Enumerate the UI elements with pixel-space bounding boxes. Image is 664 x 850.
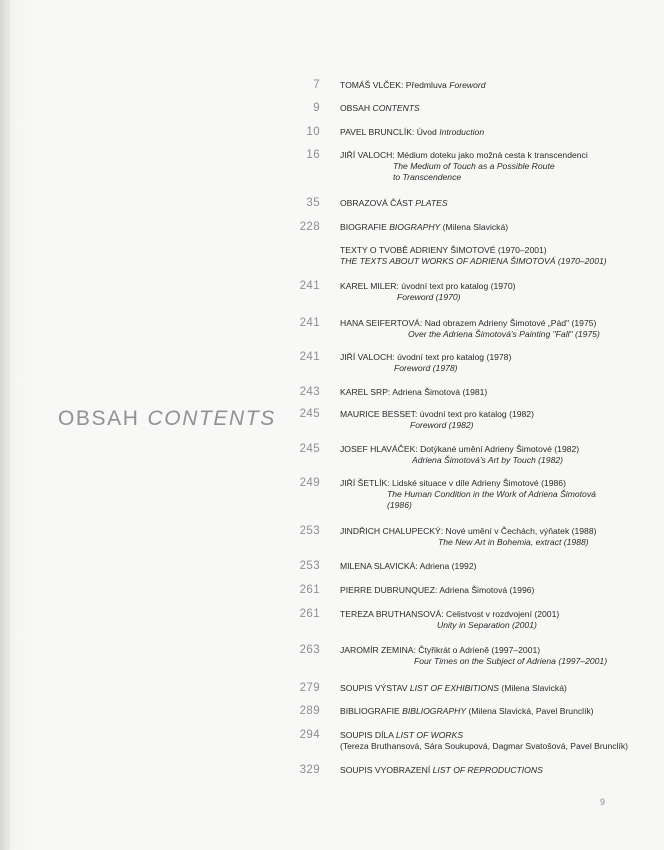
toc-page-number: 329	[299, 764, 320, 776]
toc-page-number: 16	[306, 149, 320, 161]
toc-page-number: 261	[299, 608, 320, 620]
toc-entry-text: JIŘÍ VALOCH: Médium doteku jako možná cesta k transcendenci	[340, 150, 588, 160]
toc-entry-line	[340, 741, 628, 752]
toc-entry-translation: Unity in Separation (2001)	[437, 620, 537, 630]
toc-entry-text: JIŘÍ ŠETLÍK: Lidské situace v díle Adrieny Šimotové (1986)	[340, 478, 566, 488]
toc-entry-line	[340, 730, 463, 741]
toc-page-number: 9	[313, 102, 320, 114]
toc-entry-english-title: BIOGRAPHY	[389, 222, 441, 232]
toc-entry-line	[340, 585, 534, 596]
toc-page-number: 228	[299, 221, 320, 233]
toc-entry-text: JAROMÍR ZEMINA: Čtyřikrát o Adrieně (1997–2001)	[340, 645, 541, 655]
toc-page-number: 253	[299, 525, 320, 537]
toc-entry-text: JIŘÍ VALOCH: úvodní text pro katalog (1978)	[340, 352, 512, 362]
toc-entry-english-title: Introduction	[439, 127, 485, 137]
toc-entry-line	[340, 256, 607, 267]
toc-entry-line	[340, 561, 476, 572]
toc-entry-text: SOUPIS VÝSTAV	[340, 683, 410, 693]
toc-entry-author-note: (Milena Slavická)	[440, 222, 509, 232]
toc-entry-line	[340, 683, 567, 694]
toc-entry-text: TOMÁŠ VLČEK: Předmluva	[340, 80, 450, 90]
toc-entry-line	[340, 222, 508, 233]
toc-entry-translation: Foreword (1970)	[397, 292, 461, 302]
toc-entry-text: SOUPIS DÍLA	[340, 730, 396, 740]
toc-entry-text: (Tereza Bruthansová, Sára Soukupová, Dagmar Svatošová, Pavel Brunclík)	[340, 741, 629, 751]
toc-entry-text: OBSAH	[340, 103, 373, 113]
toc-entry-english-title: Foreword	[449, 80, 486, 90]
toc-page-number: 249	[299, 477, 320, 489]
toc-page-number: 279	[299, 682, 320, 694]
toc-page-number: 245	[299, 408, 320, 420]
book-spine-shadow	[0, 0, 10, 850]
toc-entry-line	[340, 609, 559, 620]
toc-entry-text: BIOGRAFIE	[340, 222, 390, 232]
toc-entry-line	[340, 478, 566, 489]
toc-entry-line	[340, 318, 596, 329]
toc-entry-english-title: CONTENTS	[372, 103, 420, 113]
toc-entry-english-title: THE TEXTS ABOUT WORKS OF ADRIENA ŠIMOTOVÁ (1970–2001)	[340, 256, 607, 266]
toc-entry-line	[340, 765, 543, 776]
toc-entry-line	[340, 80, 486, 91]
toc-entry-text: KAREL SRP: Adriena Šimotová (1981)	[340, 387, 488, 397]
toc-page-number: 35	[306, 197, 320, 209]
toc-page-number: 10	[306, 126, 320, 138]
toc-entry-line	[340, 281, 515, 292]
toc-entry-line	[340, 127, 484, 138]
toc-entry-text: TEXTY O TVOBĚ ADRIENY ŠIMOTOVÉ (1970–2001)	[340, 245, 547, 255]
toc-entry-line	[340, 645, 540, 656]
toc-entry-english-title: BIBLIOGRAPHY	[402, 706, 467, 716]
toc-page-number: 261	[299, 584, 320, 596]
toc-entry-translation: (1986)	[387, 500, 412, 510]
toc-page-number: 7	[313, 79, 320, 91]
toc-page-number: 241	[299, 280, 320, 292]
toc-entry-text: OBRAZOVÁ ČÁST	[340, 198, 416, 208]
toc-entry-translation: The Human Condition in the Work of Adriena Šimotová	[387, 489, 596, 499]
toc-entry-english-title: LIST OF WORKS	[395, 730, 464, 740]
toc-page-number: 243	[299, 386, 320, 398]
toc-entry-author-note: (Milena Slavická)	[499, 683, 567, 693]
toc-entry-author-note: (Milena Slavická, Pavel Brunclík)	[466, 706, 594, 716]
toc-entry-translation: The Medium of Touch as a Possible Route	[393, 161, 555, 171]
toc-entry-translation: to Transcendence	[393, 172, 462, 182]
toc-entry-translation: Adriena Šimotová's Art by Touch (1982)	[412, 455, 563, 465]
toc-entry-line	[340, 706, 594, 717]
section-title-italic: CONTENTS	[147, 407, 276, 430]
toc-page-number: 241	[299, 317, 320, 329]
toc-entry-english-title: LIST OF EXHIBITIONS	[409, 683, 500, 693]
toc-entry-text: MILENA SLAVICKÁ: Adriena (1992)	[340, 561, 477, 571]
toc-entry-text: JOSEF HLAVÁČEK: Dotýkané umění Adrieny Šimotové (1982)	[340, 444, 580, 454]
toc-entry-text: HANA SEIFERTOVÁ: Nad obrazem Adrieny Šimotové „Pád" (1975)	[340, 318, 597, 328]
toc-entry-line	[340, 198, 448, 209]
toc-entry-translation: The New Art in Bohemia, extract (1988)	[438, 537, 589, 547]
toc-entry-line	[340, 150, 588, 161]
toc-entry-line	[340, 103, 420, 114]
toc-entry-translation: Over the Adriena Šimotová's Painting "Fall" (1975)	[408, 329, 600, 339]
toc-entry-line	[340, 444, 579, 455]
toc-entry-translation: Foreword (1978)	[394, 363, 458, 373]
page-number: 9	[600, 797, 606, 807]
toc-entry-text: MAURICE BESSET: úvodní text pro katalog (1982)	[340, 409, 534, 419]
toc-entry-text: TEREZA BRUTHANSOVÁ: Celistvost v rozdvojení (2001)	[340, 609, 560, 619]
toc-page-number: 294	[299, 729, 320, 741]
toc-entry-line	[340, 409, 534, 420]
toc-entry-text: SOUPIS VYOBRAZENÍ	[340, 765, 433, 775]
toc-entry-text: BIBLIOGRAFIE	[340, 706, 403, 716]
toc-entry-line	[340, 387, 487, 398]
toc-entry-english-title: LIST OF REPRODUCTIONS	[432, 765, 543, 775]
toc-entry-line	[340, 245, 547, 256]
toc-entry-line	[340, 526, 596, 537]
toc-entry-translation: Foreword (1982)	[410, 420, 474, 430]
toc-entry-text: PAVEL BRUNCLÍK: Úvod	[340, 127, 440, 137]
toc-entry-text: PIERRE DUBRUNQUEZ: Adriena Šimotová (1996)	[340, 585, 535, 595]
section-title	[58, 407, 276, 431]
toc-page-number: 245	[299, 443, 320, 455]
toc-entry-english-title: PLATES	[415, 198, 448, 208]
toc-entry-translation: Four Times on the Subject of Adriena (1997–2001)	[414, 656, 608, 666]
toc-page-number: 253	[299, 560, 320, 572]
toc-entry-text: JINDŘICH CHALUPECKÝ: Nové umění v Čechách, výňatek (1988)	[340, 526, 597, 536]
section-title-main: OBSAH	[58, 407, 140, 430]
toc-entry-line	[340, 352, 511, 363]
toc-page-number: 289	[299, 705, 320, 717]
toc-entry-text: KAREL MILER: úvodní text pro katalog (1970)	[340, 281, 516, 291]
toc-page-number: 263	[299, 644, 320, 656]
toc-page-number: 241	[299, 351, 320, 363]
